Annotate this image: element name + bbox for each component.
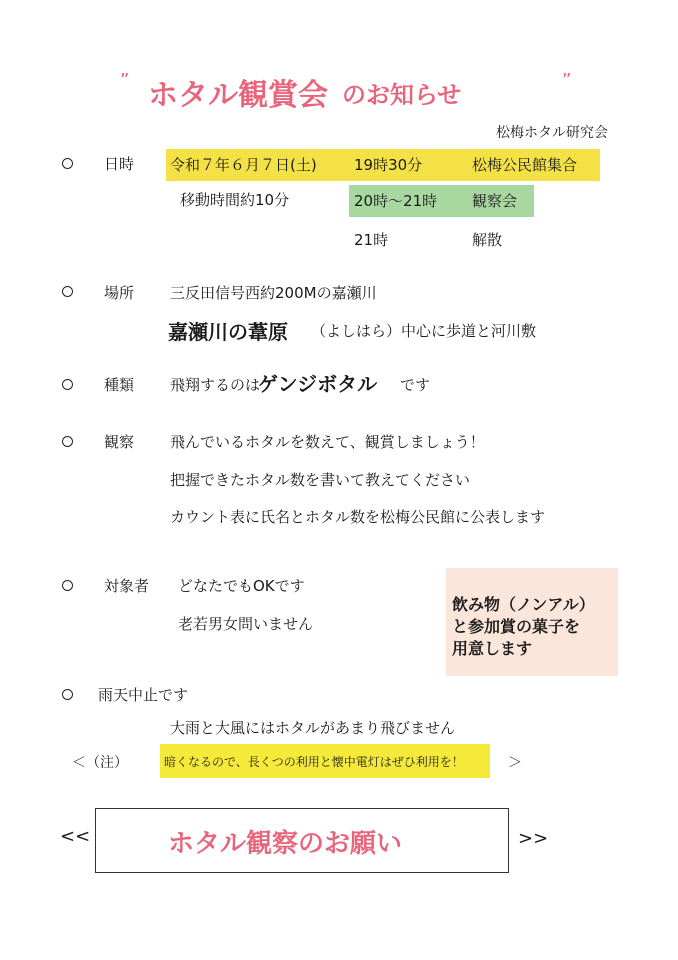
bullet-icon <box>62 689 73 700</box>
bullet-icon <box>62 158 73 169</box>
gather-time: 19時30分 <box>354 156 423 174</box>
request-right-marker: >> <box>518 828 549 849</box>
note-close: ＞ <box>508 755 522 771</box>
note-open: ＜（注） <box>72 755 128 771</box>
quote-close: ” <box>562 70 572 91</box>
gift-line: 飲み物（ノンアル） <box>452 595 595 614</box>
place-line1: 三反田信号西約200Mの嘉瀬川 <box>170 284 377 302</box>
rain-line: 大雨と大風にはホタルがあまり飛びません <box>170 719 456 737</box>
observe-line: カウント表に氏名とホタル数を松梅公民館に公表します <box>170 508 546 526</box>
request-title: ホタル観察のお願い <box>168 829 403 859</box>
schedule-date: 令和７年６月７日(土) <box>170 156 317 174</box>
page-title: ホタル観賞会 <box>148 78 328 113</box>
species-prefix: 飛翔するのは <box>170 376 261 394</box>
rain-label: 雨天中止です <box>98 686 189 704</box>
gather-place: 松梅公民館集合 <box>472 156 578 174</box>
watch-time: 20時～21時 <box>354 192 438 210</box>
species-suffix: です <box>400 376 431 394</box>
target-line2: 老若男女問いません <box>178 615 314 633</box>
place-label: 場所 <box>104 284 135 302</box>
observe-line: 把握できたホタル数を書いて教えてください <box>170 471 471 489</box>
bullet-icon <box>62 580 73 591</box>
place-line2-main: 嘉瀬川の葦原 <box>168 320 288 344</box>
request-left-marker: << <box>60 826 91 847</box>
species-name: ゲンジボタル <box>258 372 378 396</box>
note-text: 暗くなるので、長くつの利用と懐中電灯はぜひ利用を！ <box>164 755 464 769</box>
gift-line: と参加賞の菓子を <box>452 617 581 636</box>
observe-label: 観察 <box>104 433 135 451</box>
organizer: 松梅ホタル研究会 <box>496 125 608 141</box>
gift-line: 用意します <box>452 639 533 658</box>
travel-time: 移動時間約10分 <box>180 191 290 209</box>
quote-open: ” <box>120 70 130 91</box>
place-line2-detail: （よしはら）中心に歩道と河川敷 <box>311 322 537 340</box>
watch-label: 観察会 <box>472 192 518 210</box>
schedule-label: 日時 <box>104 155 135 173</box>
observe-line: 飛んでいるホタルを数えて、観賞しましょう！ <box>170 433 485 451</box>
page-title-suffix: のお知らせ <box>342 81 462 109</box>
end-time: 21時 <box>354 231 389 249</box>
species-label: 種類 <box>104 376 135 394</box>
bullet-icon <box>62 286 73 297</box>
end-label: 解散 <box>472 231 503 249</box>
target-label: 対象者 <box>104 577 150 595</box>
bullet-icon <box>62 436 73 447</box>
bullet-icon <box>62 379 73 390</box>
target-line1: どなたでもOKです <box>178 577 305 595</box>
